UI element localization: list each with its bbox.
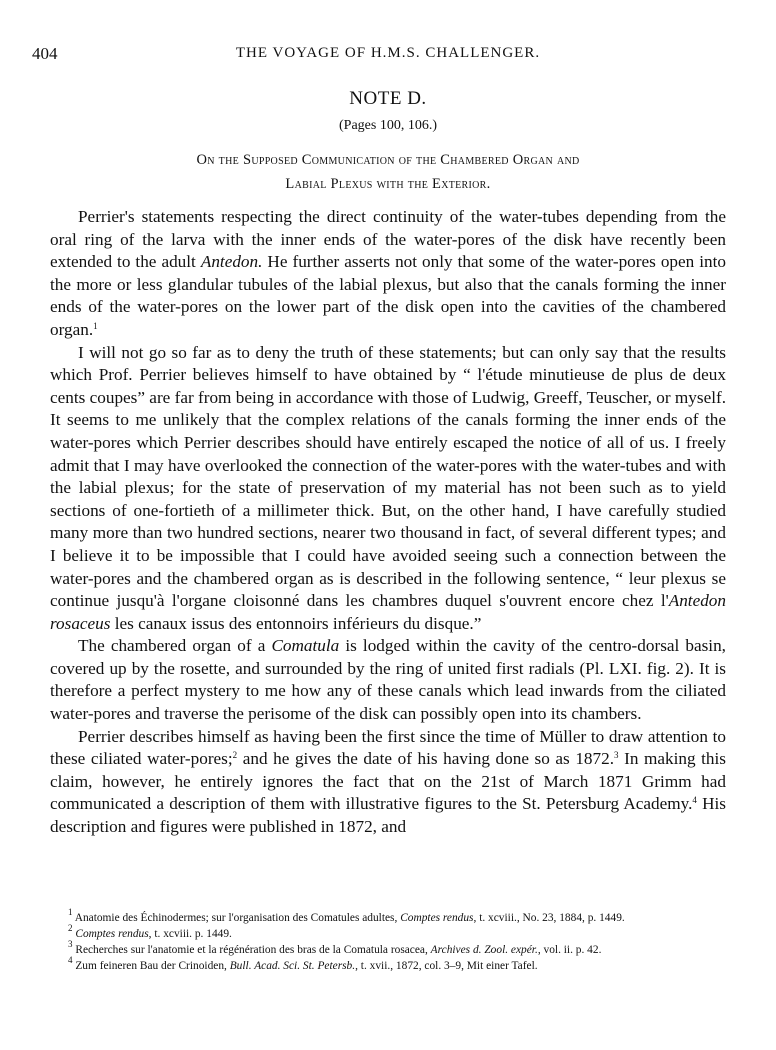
footnote-4-number: 4	[68, 955, 73, 965]
heading-line-2: Labial Plexus with the Exterior.	[285, 176, 491, 192]
footnote-1-italic: Comptes rendus	[400, 912, 474, 924]
footnote-2-number: 2	[68, 923, 73, 933]
p2-italic-antedon-rosaceus: Antedon rosaceus	[50, 591, 726, 633]
footnote-3-text-a: Recherches sur l'anatomie et la régénération des bras de la Comatula rosacea,	[72, 944, 431, 956]
p3-text-c: is lodged within the cavity of the centro-dorsal basin, covered up by the rosette, and surrounded by the ring of united first radials (Pl. LXI. fig. 2). It is therefore a perfect mystery to me how any of these canals which lead inwards from the ciliated water-pores and traverse the perisome of the disk can possibly open into its chambers.	[50, 636, 726, 724]
p1-text-a: Perrier's statements respecting the direct continuity of the water-tubes depending from the oral ring of the larva with the inner ends of the water-pores of the disk have recently been extended to the adult	[50, 207, 726, 272]
footnote-1-text-a: Anatomie des Échinodermes; sur l'organisation des Comatules adultes,	[72, 912, 401, 924]
section-heading	[60, 148, 716, 196]
footnote-1-number: 1	[68, 907, 73, 917]
footnote-1-text-c: , t. xcviii., No. 23, 1884, p. 1449.	[473, 912, 625, 924]
p3-italic-comatula: Comatula	[271, 636, 340, 656]
p4-text-b: and he gives the date of his having done so as 1872.	[237, 749, 615, 769]
footnote-4-text-a: Zum feineren Bau der Crinoiden,	[72, 960, 230, 972]
p4-text-c: In making this claim, however, he entirely ignores the fact that on the 21st of March 1871 Grimm had communicated a description of them with illustrative figures to the St. Petersburg Academy.	[50, 749, 726, 814]
footnote-ref-3: 3	[614, 750, 619, 761]
body-text	[50, 206, 726, 839]
p4-text-a: Perrier describes himself as having been the first since the time of Müller to draw attention to these ciliated water-pores;	[50, 726, 726, 769]
paragraph-1	[50, 206, 726, 342]
p3-text-a: The chambered organ of a	[78, 636, 272, 656]
footnote-4-italic: Bull. Acad. Sci. St. Petersb.	[229, 960, 356, 972]
footnote-3-number: 3	[68, 939, 73, 949]
footnotes	[50, 907, 726, 974]
footnote-4	[50, 955, 726, 974]
footnote-1	[50, 907, 726, 926]
footnote-2	[50, 923, 726, 942]
running-title: THE VOYAGE OF H.M.S. CHALLENGER.	[235, 45, 541, 61]
footnote-3-text-c: , vol. ii. p. 42.	[537, 944, 602, 956]
p2-text-a: I will not go so far as to deny the truth of these statements; but can only say that the results which Prof. Perrier believes himself to have obtained by “ l'étude minutieuse de plus de deux cents coupes” are far from being in accordance with those of Ludwig, Greeff, Teuscher, or myself. It seems to me unlikely that the complex relations of the canals forming the inner ends of the water-pores which Perrier describes should have entirely escaped the notice of all of us. I freely admit that I may have overlooked the connection of the water-pores with the water-tubes and with the labial plexus; for the state of preservation of my material has not been such as to yield sections of one-fortieth of a millimeter thick. But, on the other hand, I have carefully studied many more than two hundred sections, nearer two thousand in fact, of several different types; and I believe it to be impossible that I could have avoided seeing such a connection between the water-pores and the chambered organ as is described in the following sentence, “ leur plexus se continue jusqu'à l'organe cloisonné dans les chambres duquel s'ouvrent encore chez l'	[50, 342, 726, 611]
paragraph-4	[50, 726, 726, 839]
footnote-2-italic: Comptes rendus	[75, 928, 149, 940]
p1-italic-antedon: Antedon.	[200, 252, 263, 272]
footnote-2-text-c: , t. xcviii. p. 1449.	[148, 928, 232, 940]
footnote-ref-2: 2	[232, 750, 238, 761]
note-title: NOTE D.	[349, 88, 427, 109]
page-number: 404	[32, 44, 58, 63]
heading-line-1: On the Supposed Communication of the Chambered Organ and	[196, 152, 580, 168]
footnote-3-italic: Archives d. Zool. expér.	[430, 944, 538, 956]
footnote-ref-4: 4	[692, 795, 697, 806]
paragraph-3	[50, 635, 726, 725]
footnote-ref-1: 1	[93, 320, 98, 331]
p1-text-c: He further asserts not only that some of the water-pores open into the more or less glandular tubules of the labial plexus, but also that the canals forming the inner ends of the water-pores on the lower part of the disk open into the cavities of the chambered organ.	[50, 252, 726, 339]
p2-text-c: les canaux issus des entonnoirs inférieurs du disque.”	[110, 613, 482, 633]
p4-text-d: His description and figures were published in 1872, and	[50, 794, 726, 837]
paragraph-2	[50, 342, 726, 636]
pages-reference: (Pages 100, 106.)	[339, 118, 437, 133]
footnote-3	[50, 939, 726, 958]
footnote-4-text-c: , t. xvii., 1872, col. 3–9, Mit einer Tafel.	[355, 960, 538, 972]
